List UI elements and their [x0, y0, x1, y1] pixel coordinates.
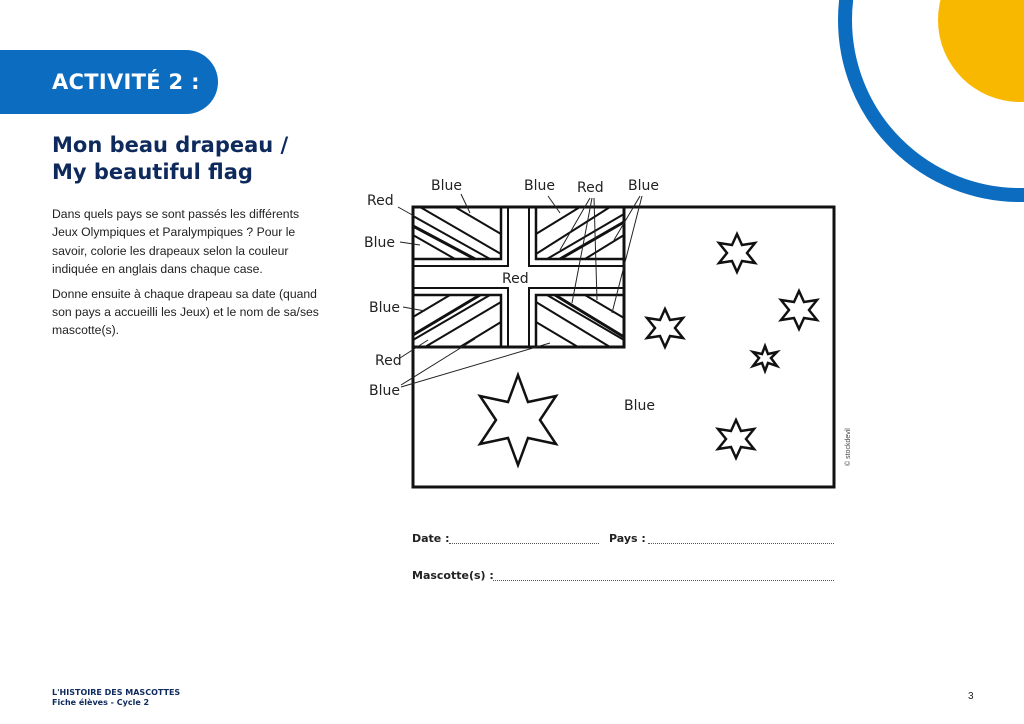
label-red-center: Red — [502, 271, 529, 287]
saltire-bottom-right-red — [555, 295, 624, 337]
saltire-bottom-left-inner — [413, 295, 501, 347]
label-blue-top-3: Blue — [628, 178, 659, 194]
saltire-bottom-right-inner — [536, 295, 624, 347]
star-icon — [647, 309, 683, 347]
label-blue-left-1: Blue — [364, 235, 395, 251]
title-line-2: My beautiful flag — [52, 160, 253, 184]
label-blue-top-2: Blue — [524, 178, 555, 194]
star-icon — [718, 420, 754, 458]
country-label: Pays : — [609, 532, 646, 545]
mascot-field[interactable] — [493, 580, 834, 581]
yellow-circle-decoration — [938, 0, 1024, 102]
label-red-left: Red — [375, 353, 402, 369]
country-field[interactable] — [648, 543, 834, 544]
label-red-top-right: Red — [577, 180, 604, 196]
label-blue-left-2: Blue — [369, 300, 400, 316]
star-icon — [719, 234, 755, 272]
mascot-label: Mascotte(s) : — [412, 569, 494, 582]
title-line-1: Mon beau drapeau / — [52, 133, 289, 157]
activity-banner — [0, 50, 218, 114]
instructions-paragraph-2: Donne ensuite à chaque drapeau sa date (quand son pays a accueilli les Jeux) et le nom de sa/ses mascotte(s). — [52, 286, 319, 338]
star-icon — [781, 291, 817, 329]
date-label: Date : — [412, 532, 450, 545]
label-blue-left-3: Blue — [369, 383, 400, 399]
copyright-notice: © stockdevil — [845, 428, 852, 466]
label-blue-field: Blue — [624, 398, 655, 414]
saltire-top-left-red — [413, 226, 475, 259]
footer-line-2: Fiche élèves - Cycle 2 — [52, 698, 150, 707]
instructions-paragraph-1: Dans quels pays se sont passés les différents Jeux Olympiques et Paralympiques ? Pour le savoir, colorie les drapeaux selon la couleur indiquée en anglais dans chaque case. — [52, 207, 300, 277]
footer-line-1: L'HISTOIRE DES MASCOTTES — [52, 688, 181, 697]
label-blue-top-1: Blue — [431, 178, 462, 194]
page-title — [52, 132, 288, 186]
activity-label: ACTIVITÉ 2 : — [52, 70, 200, 94]
label-red-top-left: Red — [367, 193, 394, 209]
instructions — [52, 205, 322, 346]
saltire-bottom-right — [536, 295, 624, 347]
label-leader-lines — [398, 194, 642, 387]
date-field[interactable] — [449, 543, 599, 544]
page-number: 3 — [968, 691, 974, 702]
small-star-icon — [753, 346, 777, 371]
footer — [52, 688, 180, 708]
commonwealth-star-icon — [480, 375, 556, 465]
australia-flag-coloring — [355, 170, 855, 500]
saltire-bottom-left — [413, 295, 501, 347]
saltire-bottom-left-red — [413, 295, 480, 335]
